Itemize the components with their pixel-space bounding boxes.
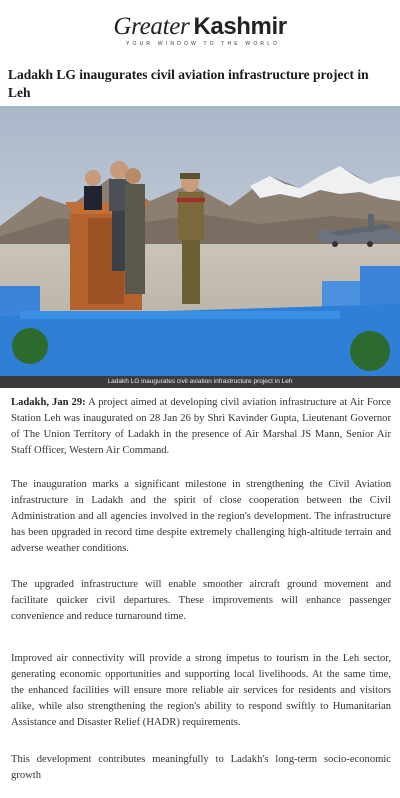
article-dateline: Ladakh, Jan 29: <box>11 397 86 408</box>
logo-word-kashmir: Kashmir <box>193 12 287 40</box>
site-masthead <box>0 0 400 56</box>
logo-word-greater: Greater <box>113 12 190 40</box>
photo-caption: Ladakh LG inaugurates civil aviation infrastructure project in Leh <box>0 376 400 388</box>
article-paragraph-4: Improved air connectivity will provide a strong impetus to tourism in the Leh sector, generating economic opportunities and supporting local livelihoods. At the same time, the enhanced facilities will ensure more reliable air services for residents and visitors alike, while also strengthening the region's ability to respond swiftly to Humanitarian Assistance and Disaster Relief (HADR) requirements. <box>11 653 391 728</box>
site-tagline: YOUR WINDOW TO THE WORLD <box>125 40 281 47</box>
article-paragraph-3: The upgraded infrastructure will enable smoother aircraft ground movement and facilitate quicker civil departures. These improvements will enhance passenger convenience and reduce turnaround time. <box>11 579 391 622</box>
article-paragraph-2: The inauguration marks a significant milestone in strengthening the Civil Aviation infrastructure in Ladakh and the spirit of close cooperation between the Civil Administration and all agencies involved in the region's development. The infrastructure has been upgraded in record time despite extremely challenging high-altitude terrain and adverse weather conditions. <box>11 479 391 554</box>
article-photo <box>0 106 400 376</box>
site-logo[interactable] <box>113 14 286 39</box>
article-paragraph-5: This development contributes meaningfully to Ladakh's long-term socio-economic growth <box>11 754 391 781</box>
article-body <box>11 395 391 798</box>
article-paragraph-1-text: A project aimed at developing civil aviation infrastructure at Air Force Station Leh was inaugurated on 28 Jan 26 by Shri Kavinder Gupta, Lieutenant Governor of The Union Territory of Ladakh in the presence of Air Marshal JS Mann, Senior Air Staff Officer, Western Air Command. <box>11 397 391 456</box>
article-title: Ladakh LG inaugurates civil aviation infrastructure project in Leh <box>8 67 369 100</box>
article-paragraph-1 <box>11 395 391 459</box>
article-photo-illustration <box>0 106 400 376</box>
